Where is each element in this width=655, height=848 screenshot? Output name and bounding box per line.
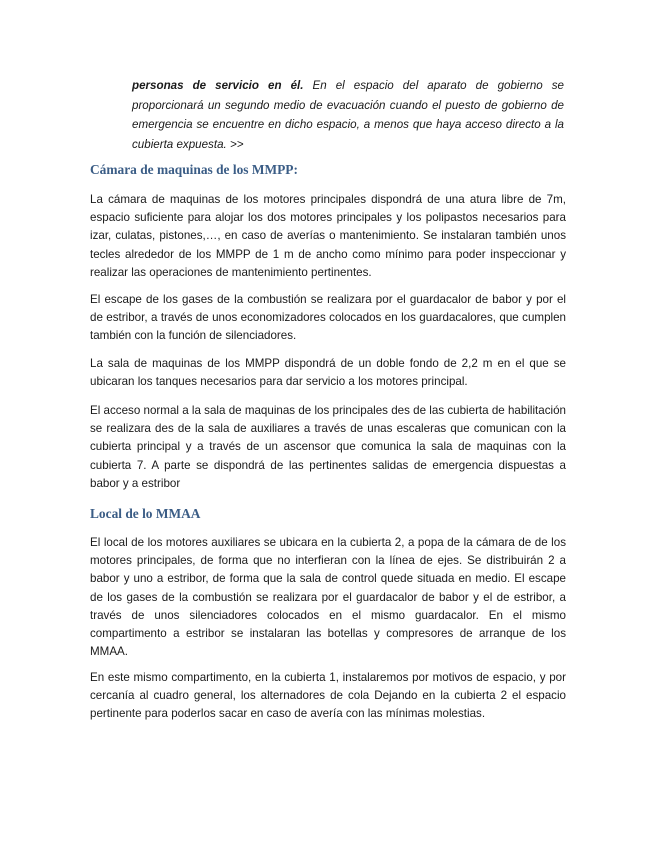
paragraph: En este mismo compartimento, en la cubierta 1, instalaremos por motivos de espacio, y por cercanía al cuadro general, los alternadores de cola Dejando en la cubierta 2 el espacio pertinente para poderlos sacar en caso de avería con las mínimas molestias.: [90, 671, 566, 721]
paragraph: El escape de los gases de la combustión se realizara por el guardacalor de babor y por el de estribor, a través de unos economizadores colocados en los guardacalores, que cumplen también con la función de silenciadores.: [90, 293, 566, 343]
paragraph: La sala de maquinas de los MMPP dispondrá de un doble fondo de 2,2 m en el que se ubicaran los tanques necesarios para dar servicio a los motores principal.: [90, 357, 566, 389]
quoted-regulation: [132, 76, 564, 154]
section-heading-mmaa: Local de lo MMAA: [90, 506, 201, 521]
section-heading-mmpp: Cámara de maquinas de los MMPP:: [90, 162, 298, 177]
paragraph: La cámara de maquinas de los motores principales dispondrá de una atura libre de 7m, espacio suficiente para alojar los dos motores principales y los polipastos necesarios para izar, culatas, pistones,…, en caso de averías o mantenimiento. Se instalaran también unos tecles alrededor de los MMPP de 1 m de ancho como mínimo para poder inspeccionar y realizar las operaciones de mantenimiento pertinentes.: [90, 193, 566, 279]
paragraph: El acceso normal a la sala de maquinas de los principales des de las cubierta de habilitación se realizara des de la sala de auxiliares a través de unas escaleras que comunican con la cubierta principal y a través de un ascensor que comunica la sala de maquinas con la cubierta 7. A parte se dispondrá de las pertinentes salidas de emergencia dispuestas a babor y a estribor: [90, 404, 566, 490]
quote-bold-lead: personas de servicio en él.: [132, 79, 304, 92]
paragraph: El local de los motores auxiliares se ubicara en la cubierta 2, a popa de la cámara de de los motores principales, de forma que no interfieran con la línea de ejes. Se distribuirán 2 a babor y uno a estribor, de forma que la sala de control quede situada en medio. El escape de los gases de la combustión se realizara por el guardacalor de babor y el de estribor, a través de unos silenciadores colocados en el mismo guardacalor. En el mismo compartimento a estribor se instalaran las botellas y compresores de arranque de los MMAA.: [90, 536, 566, 659]
quote-text: En el espacio del aparato de gobierno se proporcionará un segundo medio de evacuación cuando el puesto de gobierno de emergencia se encuentre en dicho espacio, a menos que haya acceso directo a la cubierta expuesta. >>: [132, 79, 564, 151]
